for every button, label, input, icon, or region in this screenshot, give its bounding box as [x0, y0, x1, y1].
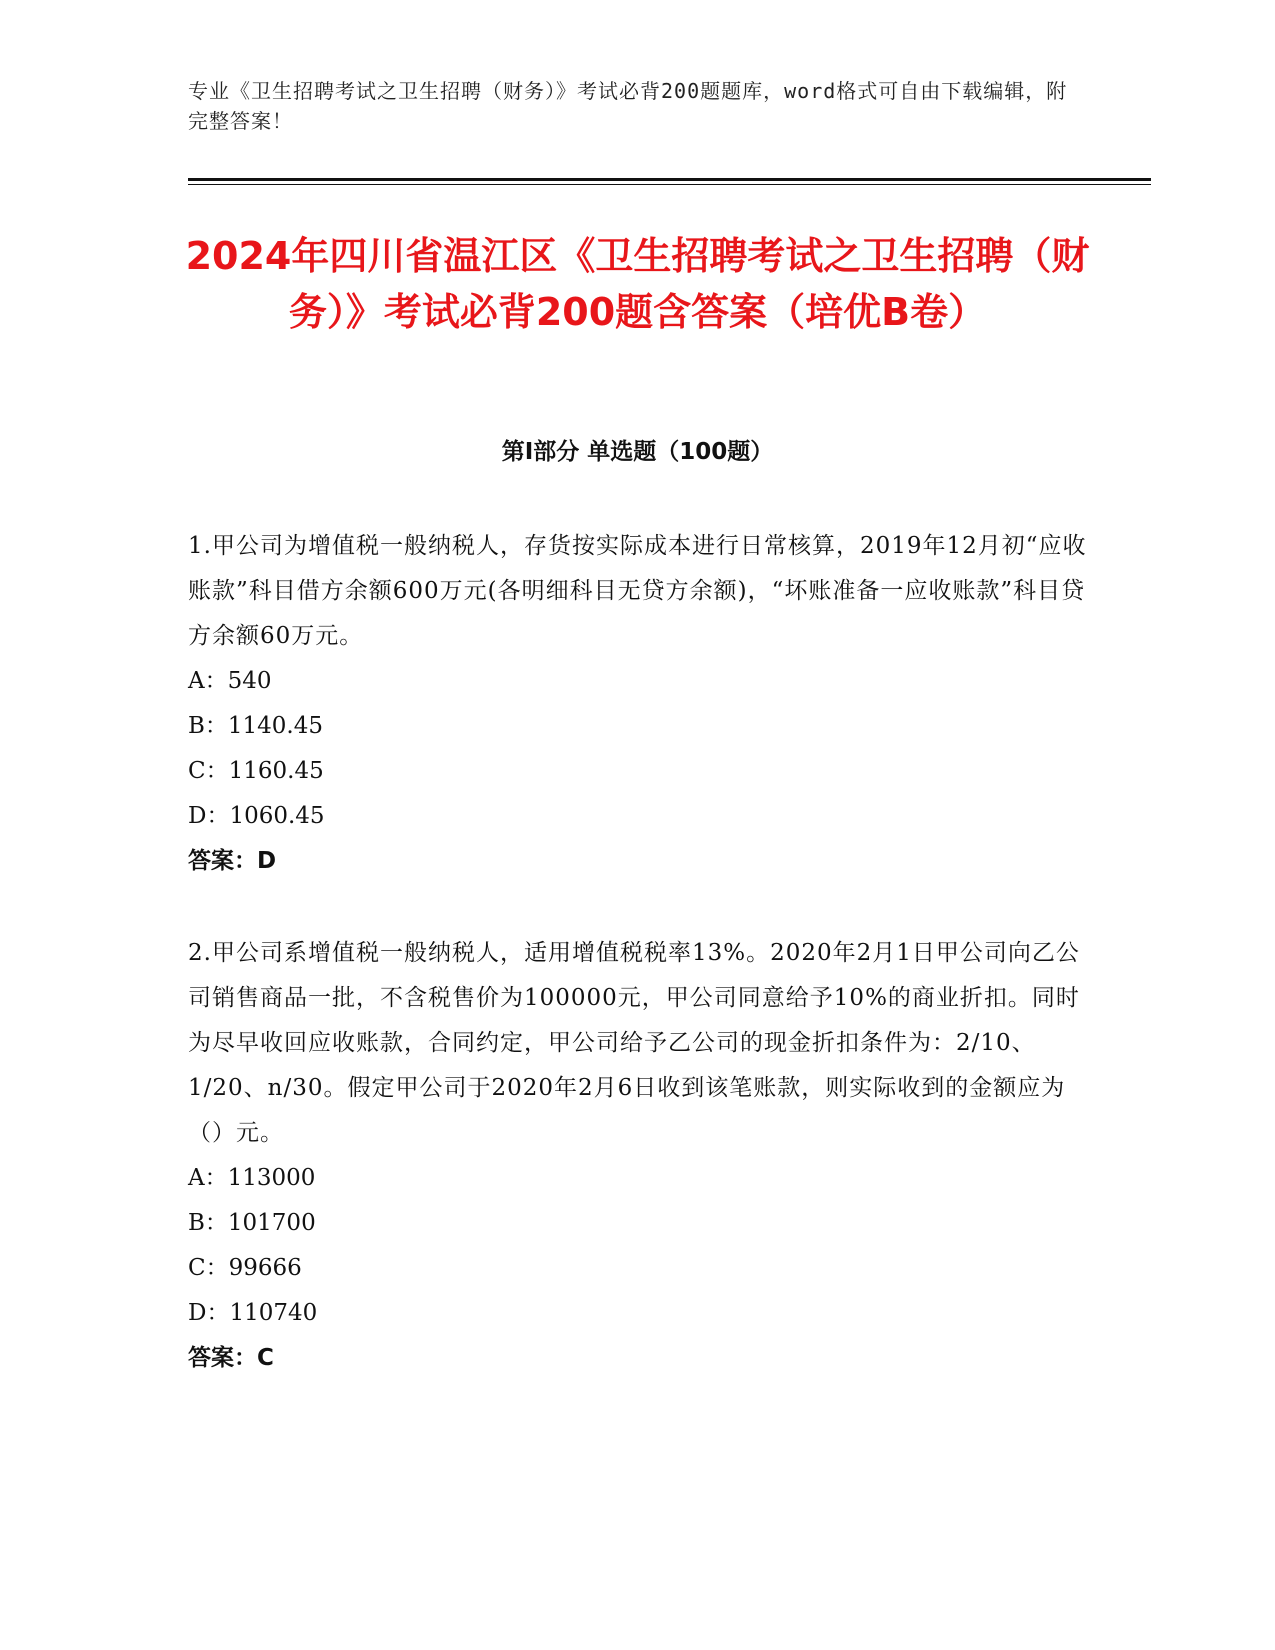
- option-a: A：540: [188, 668, 272, 694]
- answer-label: 答案：C: [188, 1345, 274, 1371]
- section-title: 第Ⅰ部分 单选题（100题）: [501, 439, 774, 465]
- question-block: [188, 931, 1088, 1381]
- option-b: B：1140.45: [188, 713, 324, 739]
- question-stem: 1.甲公司为增值税一般纳税人，存货按实际成本进行日常核算，2019年12月初“应收账款”科目借方余额600万元(各明细科目无贷方余额)，“坏账准备一应收账款”科目贷方余额60万元。: [188, 533, 1087, 649]
- option-b: B：101700: [188, 1210, 316, 1236]
- header-divider-thin: [188, 184, 1151, 185]
- header-note: 专业《卫生招聘考试之卫生招聘（财务）》考试必背200题题库，word格式可自由下载编辑，附完整答案！: [188, 79, 1068, 133]
- header-divider-thick: [188, 178, 1151, 181]
- option-a: A：113000: [188, 1165, 316, 1191]
- question-block: [188, 524, 1088, 884]
- option-c: C：1160.45: [188, 758, 324, 784]
- document-title: 2024年四川省温江区《卫生招聘考试之卫生招聘（财务）》考试必背200题含答案（培优B卷）: [185, 234, 1090, 334]
- answer-label: 答案：D: [188, 848, 277, 874]
- option-c: C：99666: [188, 1255, 302, 1281]
- option-d: D：110740: [188, 1300, 318, 1326]
- option-d: D：1060.45: [188, 803, 325, 829]
- question-stem: 2.甲公司系增值税一般纳税人，适用增值税税率13%。2020年2月1日甲公司向乙公司销售商品一批，不含税售价为100000元，甲公司同意给予10%的商业折扣。同时为尽早收回应收账款，合同约定，甲公司给予乙公司的现金折扣条件为：2/10、1/20、n/30。假定甲公司于2020年2月6日收到该笔账款，则实际收到的金额应为（）元。: [188, 940, 1080, 1146]
